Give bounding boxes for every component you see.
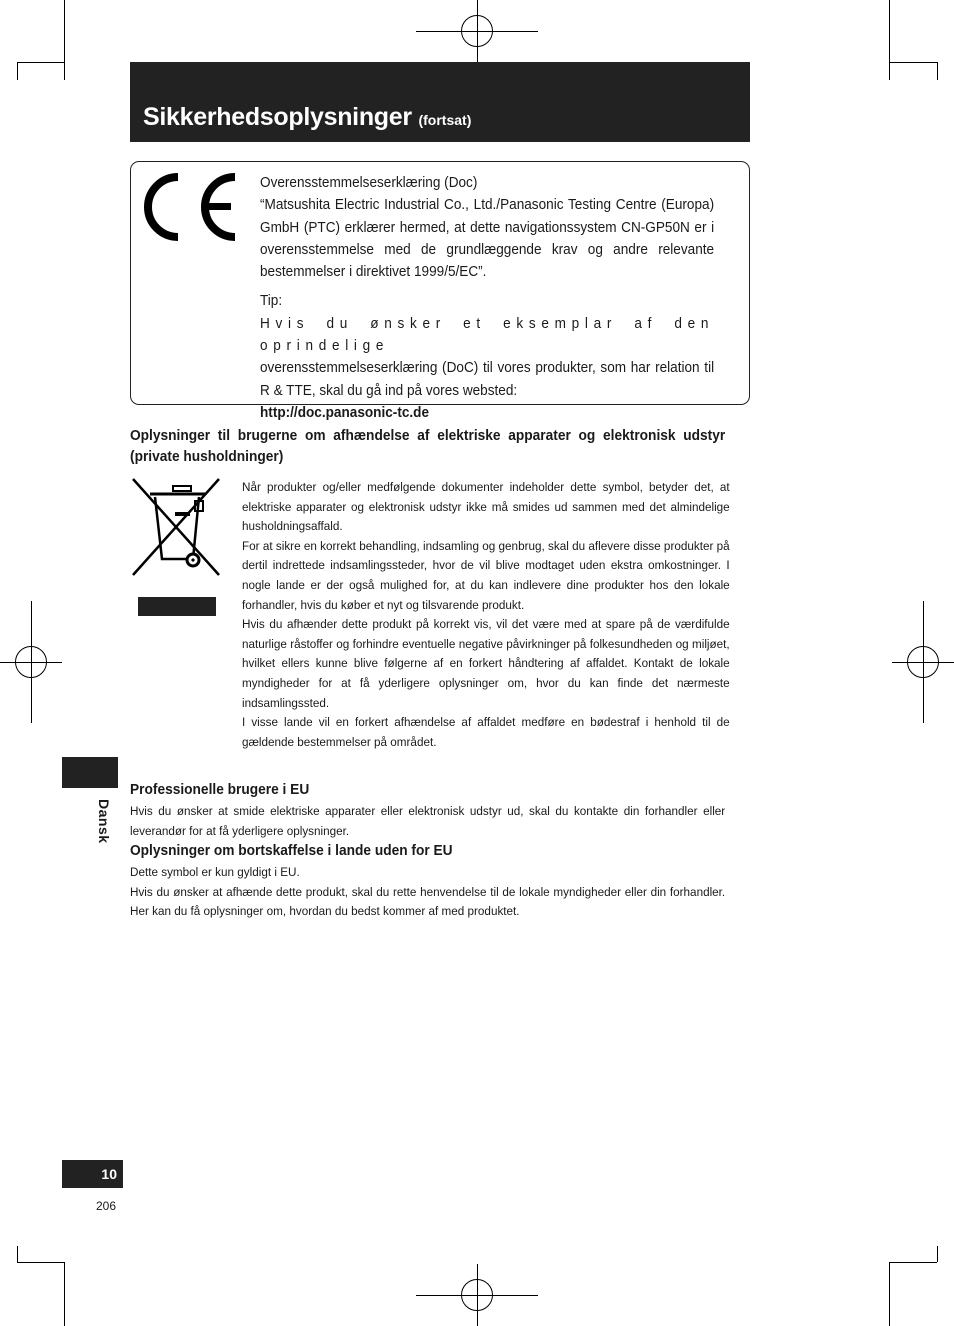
tip-body: overensstemmelseserklæring (DoC) til vores produkter, som har relation til R & TTE, skal du gå ind på vores websted: xyxy=(260,360,715,399)
page-title: Sikkerhedsoplysninger (fortsat) xyxy=(143,103,472,131)
disposal-paragraph-4: I visse lande vil en forkert afhændelse af affaldet medføre en bødestraf i henhold til de gældende bestemmelser på området. xyxy=(242,715,730,749)
tip-line-1: Hvis du ønsker et eksemplar af den oprindelige xyxy=(260,315,715,355)
non-eu-paragraph-2: Hvis du ønsker at afhænde dette produkt, skal du rette henvendelse til de lokale myndigheder eller din forhandler. Her kan du få oplysninger om, hvordan du bedst kommer af med produktet. xyxy=(130,884,726,919)
professional-body xyxy=(130,802,725,841)
crossed-out-wheelie-bin-icon xyxy=(131,477,221,579)
language-label: Dansk xyxy=(96,799,112,844)
ce-mark-icon xyxy=(141,171,241,241)
section-header xyxy=(130,62,750,142)
tip-label: Tip: xyxy=(260,293,283,310)
non-eu-paragraph-1: Dette symbol er kun gyldigt i EU. xyxy=(130,865,300,879)
symbol-bar xyxy=(138,597,216,616)
declaration-heading: Overensstemmelseserklæring (Doc) xyxy=(260,175,478,191)
declaration-box xyxy=(130,161,750,421)
non-eu-heading: Oplysninger om bortskaffelse i lande uden for EU xyxy=(130,843,453,859)
disposal-paragraph-2: For at sikre en korrekt behandling, indsamling og genbrug, skal du aflevere disse produkter på dertil indrettede indsamlingssteder, hvor de vil blive modtaget uden ekstra omkostninger. I nogle lande er der også mulighed for, at du kan indlevere dine produkter hos den lokale forhandler, hvis du køber et nyt og tilsvarende produkt. xyxy=(242,538,730,612)
disposal-heading: Oplysninger til brugerne om afhændelse af elektriske apparater og elektronisk udstyr (private husholdninger) xyxy=(130,428,726,465)
page-number: 10 xyxy=(62,1160,123,1188)
non-eu-body xyxy=(130,863,725,922)
professional-heading: Professionelle brugere i EU xyxy=(130,782,310,798)
page-subtitle: (fortsat) xyxy=(418,112,472,128)
declaration-body: “Matsushita Electric Industrial Co., Ltd./Panasonic Testing Centre (Europa) GmbH (PTC) erklærer hermed, at dette navigationssystem CN-GP50N er i overensstemmelse med de grundlæggende krav og andre relevante bestemmelser i direktivet 1999/5/EC”. xyxy=(260,197,715,281)
sub-page-number: 206 xyxy=(96,1199,117,1213)
professional-paragraph: Hvis du ønsker at smide elektriske apparater eller elektronisk udstyr ud, skal du kontakte din forhandler eller leverandør for at få yderligere oplysninger. xyxy=(130,804,726,838)
declaration-text xyxy=(260,172,714,424)
disposal-paragraph-1: Når produkter og/eller medfølgende dokumenter indeholder dette symbol, betyder det, at elektriske apparater og elektronisk udstyr ikke må smides ud sammen med det almindelige husholdningsaffald. xyxy=(242,480,730,534)
disposal-text xyxy=(242,478,730,752)
disposal-paragraph-3: Hvis du afhænder dette produkt på korrekt vis, vil det være med at spare på de værdifulde naturlige råstoffer og forhindre eventuelle negative påvirkninger på folkesundheden og miljøet, hvilket ellers kunne blive følgerne af en forkert håndtering af affaldet. Kontakt de lokale myndigheder for at få yderligere oplysninger om, hvor du kan finde det nærmeste indsamlingssted. xyxy=(242,617,730,710)
language-tab-marker xyxy=(62,757,118,788)
doc-url-link[interactable]: http://doc.panasonic-tc.de xyxy=(260,404,430,421)
